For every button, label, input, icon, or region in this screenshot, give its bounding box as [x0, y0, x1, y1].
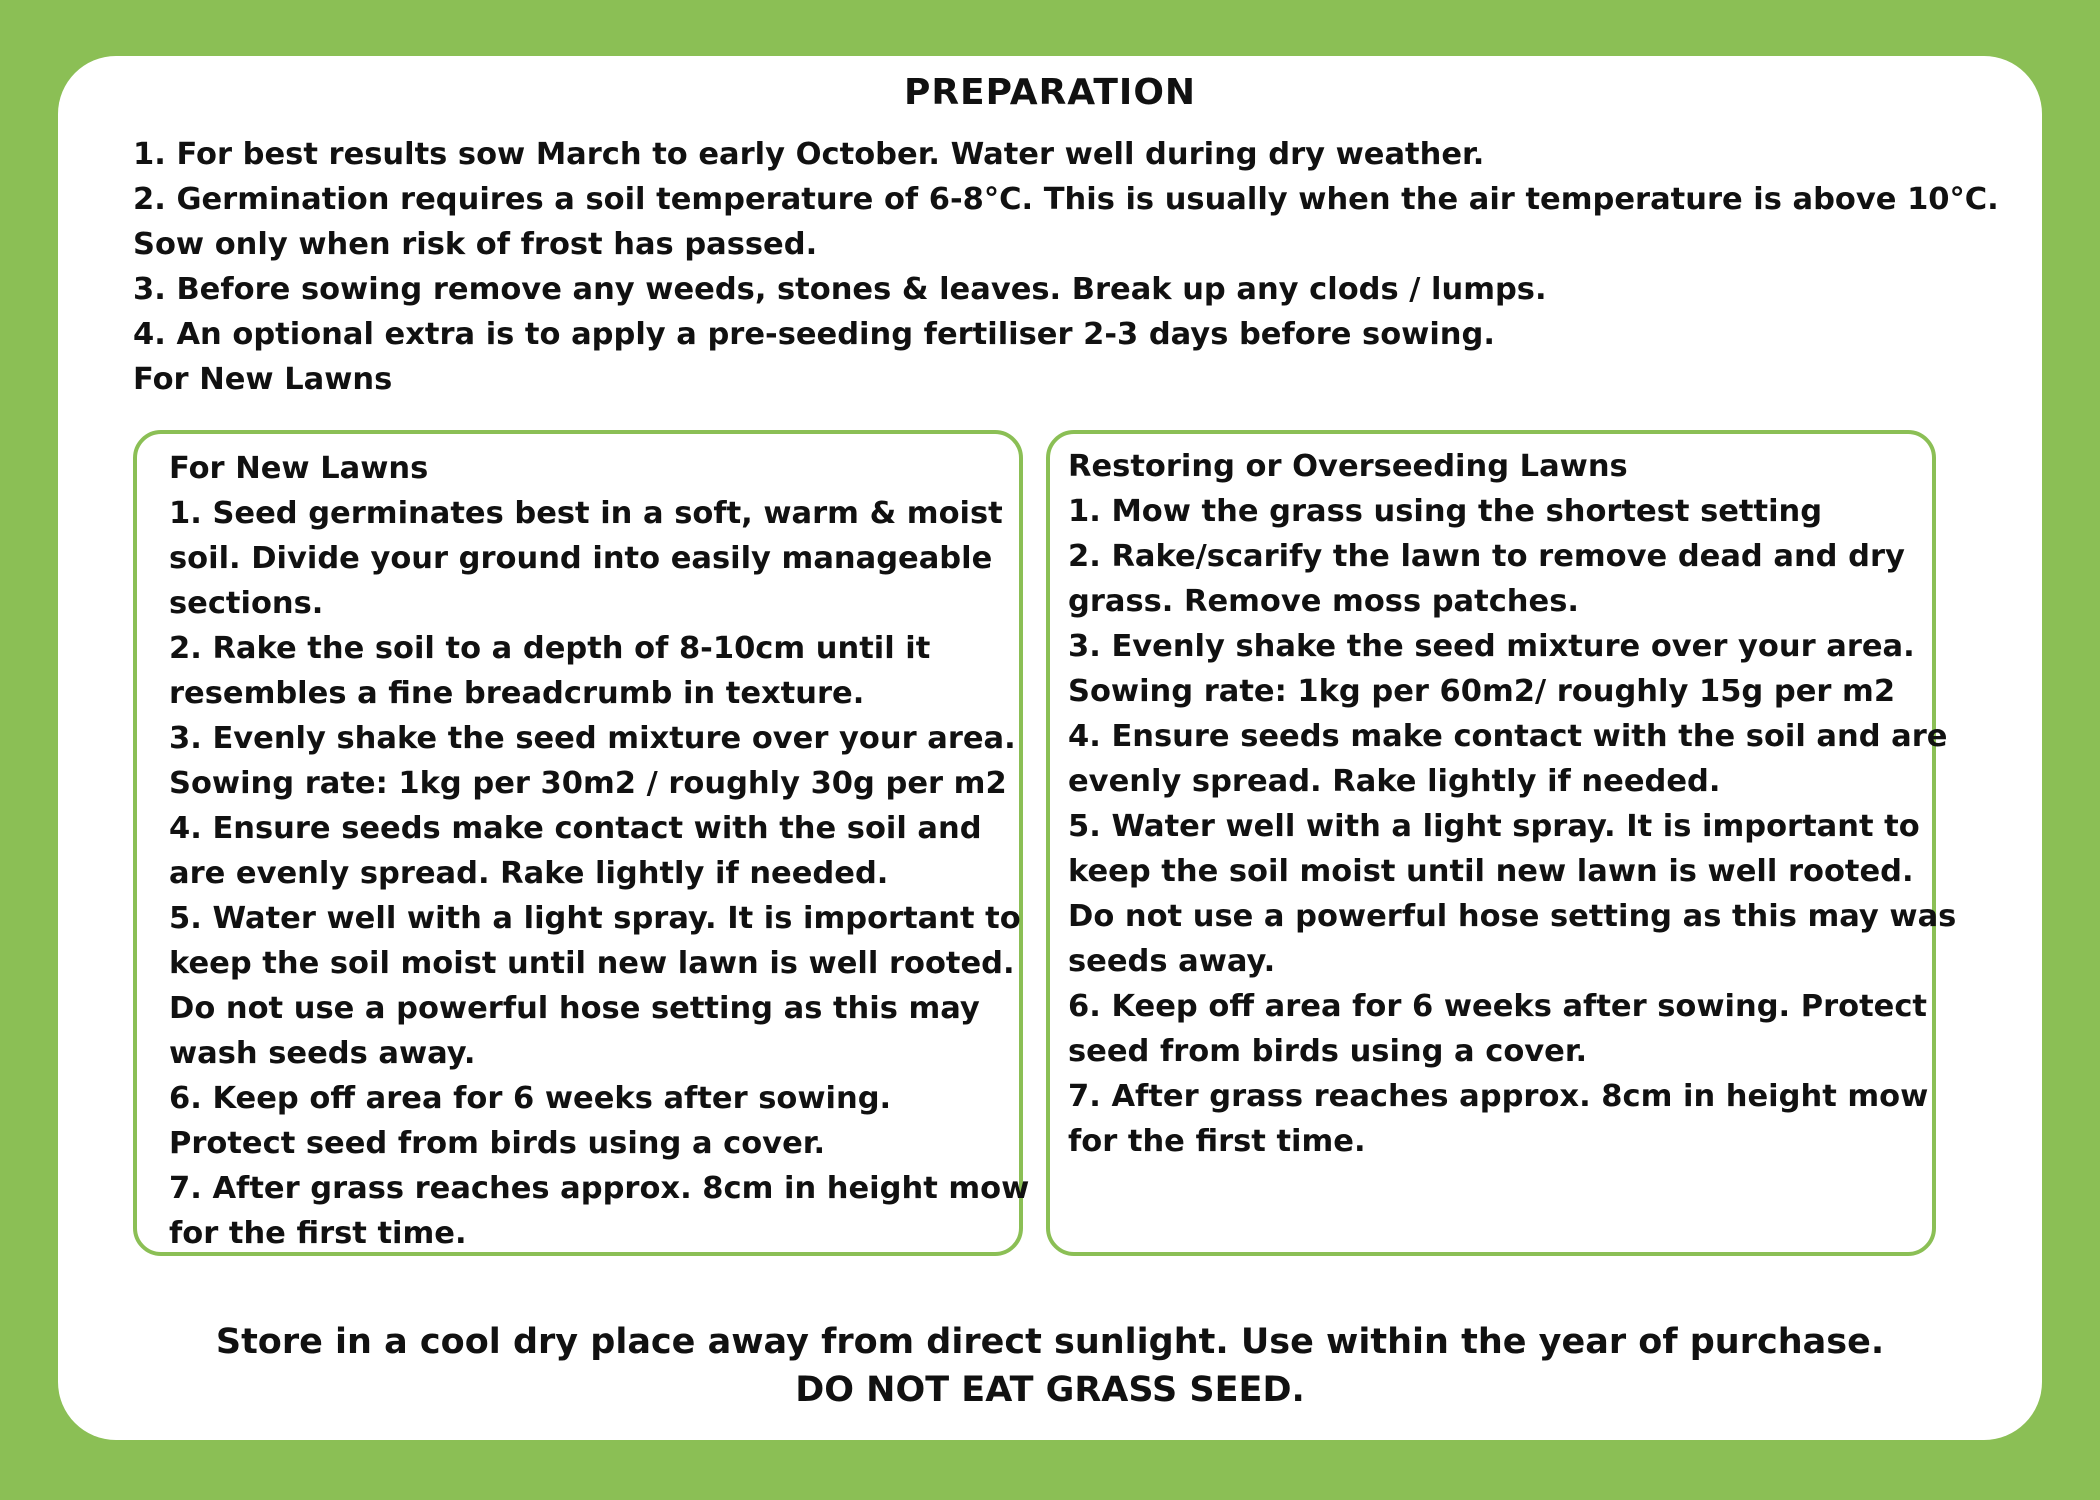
new-lawns-line	[169, 851, 1005, 896]
restoring-lawns-line	[1068, 1029, 1918, 1074]
new-lawns-line	[169, 716, 1016, 761]
restoring-lawns-line	[1068, 1074, 1929, 1119]
preparation-title: PREPARATION	[903, 72, 1197, 113]
new-lawns-line	[169, 1211, 1005, 1256]
step-number: 1	[1068, 494, 1090, 529]
item-text: . Germination requires a soil temperature of 6-8°C. This is usually when the air temperature is above 10°C.	[154, 182, 1999, 217]
item-text: Sow only when risk of frost has passed.	[133, 227, 818, 262]
step-number: 4	[1068, 719, 1090, 754]
step-text: . Keep off area for 6 weeks after sowing.	[190, 1081, 892, 1116]
step-number: 3	[169, 721, 191, 756]
new-lawns-title: For New Lawns	[169, 451, 429, 486]
step-text: Sowing rate: 1kg per 30m2 / roughly 30g per m2	[169, 766, 1007, 801]
step-text: . Ensure seeds make contact with the soil and	[190, 811, 982, 846]
step-text: Sowing rate: 1kg per 60m2/ roughly 15g per m2	[1068, 674, 1896, 709]
step-text: seed from birds using a cover.	[1068, 1034, 1588, 1069]
step-text: . Keep off area for 6 weeks after sowing. Protect	[1089, 989, 1928, 1024]
restoring-lawns-panel	[1046, 430, 1957, 1256]
step-text: grass. Remove moss patches.	[1068, 584, 1579, 619]
restoring-lawns-line	[1068, 714, 1948, 759]
restoring-lawns-line	[1068, 669, 1918, 714]
restoring-lawns-line	[1068, 579, 1918, 624]
restoring-lawns-line	[1068, 849, 1918, 894]
preparation-item-1	[133, 132, 1993, 177]
step-text: . After grass reaches approx. 8cm in height mow	[1089, 1079, 1929, 1114]
step-number: 6	[169, 1081, 191, 1116]
new-lawns-line	[169, 986, 1005, 1031]
item-number: 4	[133, 317, 155, 352]
step-text: . Rake/scarify the lawn to remove dead and dry	[1089, 539, 1905, 574]
step-text: Do not use a powerful hose setting as this may was	[1068, 899, 1957, 934]
storage-instruction: Store in a cool dry place away from direct sunlight. Use within the year of purchase.	[215, 1322, 1885, 1362]
step-number: 5	[169, 901, 191, 936]
item-number: 1	[133, 137, 155, 172]
storage-notice	[58, 1318, 2042, 1414]
step-text: . Evenly shake the seed mixture over your area.	[1089, 629, 1915, 664]
preparation-item-3	[133, 267, 1993, 312]
step-number: 3	[1068, 629, 1090, 664]
new-lawns-line	[169, 1031, 1005, 1076]
step-text: are evenly spread. Rake lightly if needed.	[169, 856, 889, 891]
restoring-lawns-content	[1068, 444, 1957, 1164]
new-lawns-line	[169, 1166, 1030, 1211]
step-text: . Ensure seeds make contact with the soil and are	[1089, 719, 1948, 754]
restoring-lawns-line	[1068, 984, 1928, 1029]
restoring-lawns-line	[1068, 1119, 1918, 1164]
preparation-subheading	[133, 357, 1993, 402]
step-number: 5	[1068, 809, 1090, 844]
item-number: 3	[133, 272, 155, 307]
new-lawns-panel	[133, 430, 1030, 1256]
preparation-item-2-continued	[133, 222, 1993, 267]
step-text: resembles a fine breadcrumb in texture.	[169, 676, 865, 711]
restoring-lawns-line	[1068, 759, 1918, 804]
step-text: . Water well with a light spray. It is important to	[190, 901, 1021, 936]
step-text: Protect seed from birds using a cover.	[169, 1126, 826, 1161]
new-lawns-line	[169, 1121, 1005, 1166]
new-lawns-content	[169, 446, 1030, 1256]
step-number: 7	[169, 1171, 191, 1206]
step-text: . After grass reaches approx. 8cm in height mow	[190, 1171, 1030, 1206]
step-text: . Mow the grass using the shortest setting	[1089, 494, 1823, 529]
step-text: for the first time.	[169, 1216, 467, 1251]
preparation-list	[133, 132, 1999, 402]
restoring-lawns-line	[1068, 894, 1957, 939]
step-text: keep the soil moist until new lawn is well rooted.	[169, 946, 1015, 981]
preparation-item-2	[133, 177, 1999, 222]
step-text: for the first time.	[1068, 1124, 1366, 1159]
step-text: sections.	[169, 586, 324, 621]
new-lawns-line	[169, 536, 1005, 581]
new-lawns-line	[169, 941, 1015, 986]
step-text: soil. Divide your ground into easily manageable	[169, 541, 993, 576]
preparation-item-4	[133, 312, 1993, 357]
item-text: . An optional extra is to apply a pre-seeding fertiliser 2-3 days before sowing.	[154, 317, 1495, 352]
step-text: . Evenly shake the seed mixture over your area.	[190, 721, 1016, 756]
step-number: 1	[169, 496, 191, 531]
new-lawns-line	[169, 806, 1005, 851]
new-lawns-line	[169, 1076, 1005, 1121]
new-lawns-line	[169, 581, 1005, 626]
new-lawns-line	[169, 491, 1005, 536]
step-text: . Rake the soil to a depth of 8-10cm until it	[190, 631, 931, 666]
step-number: 6	[1068, 989, 1090, 1024]
restoring-lawns-title: Restoring or Overseeding Lawns	[1068, 449, 1628, 484]
new-lawns-line	[169, 671, 1005, 716]
step-text: . Water well with a light spray. It is important to	[1089, 809, 1920, 844]
step-number: 2	[1068, 539, 1090, 574]
step-text: . Seed germinates best in a soft, warm & moist	[190, 496, 1003, 531]
restoring-lawns-line	[1068, 804, 1918, 849]
step-number: 7	[1068, 1079, 1090, 1114]
step-text: seeds away.	[1068, 944, 1276, 979]
restoring-lawns-line	[1068, 534, 1918, 579]
instruction-card	[58, 56, 2042, 1440]
step-text: Do not use a powerful hose setting as this may	[169, 991, 980, 1026]
item-number: 2	[133, 182, 155, 217]
restoring-lawns-line	[1068, 939, 1918, 984]
item-text: For New Lawns	[133, 362, 393, 397]
step-text: keep the soil moist until new lawn is well rooted.	[1068, 854, 1914, 889]
step-number: 2	[169, 631, 191, 666]
new-lawns-line	[169, 626, 1005, 671]
warning-text: DO NOT EAT GRASS SEED.	[795, 1370, 1305, 1410]
new-lawns-line	[169, 761, 1005, 806]
item-text: . For best results sow March to early October. Water well during dry weather.	[154, 137, 1485, 172]
restoring-lawns-line	[1068, 489, 1918, 534]
new-lawns-line	[169, 896, 1021, 941]
step-number: 4	[169, 811, 191, 846]
restoring-lawns-line	[1068, 624, 1918, 669]
step-text: evenly spread. Rake lightly if needed.	[1068, 764, 1721, 799]
step-text: wash seeds away.	[169, 1036, 476, 1071]
item-text: . Before sowing remove any weeds, stones & leaves. Break up any clods / lumps.	[154, 272, 1547, 307]
